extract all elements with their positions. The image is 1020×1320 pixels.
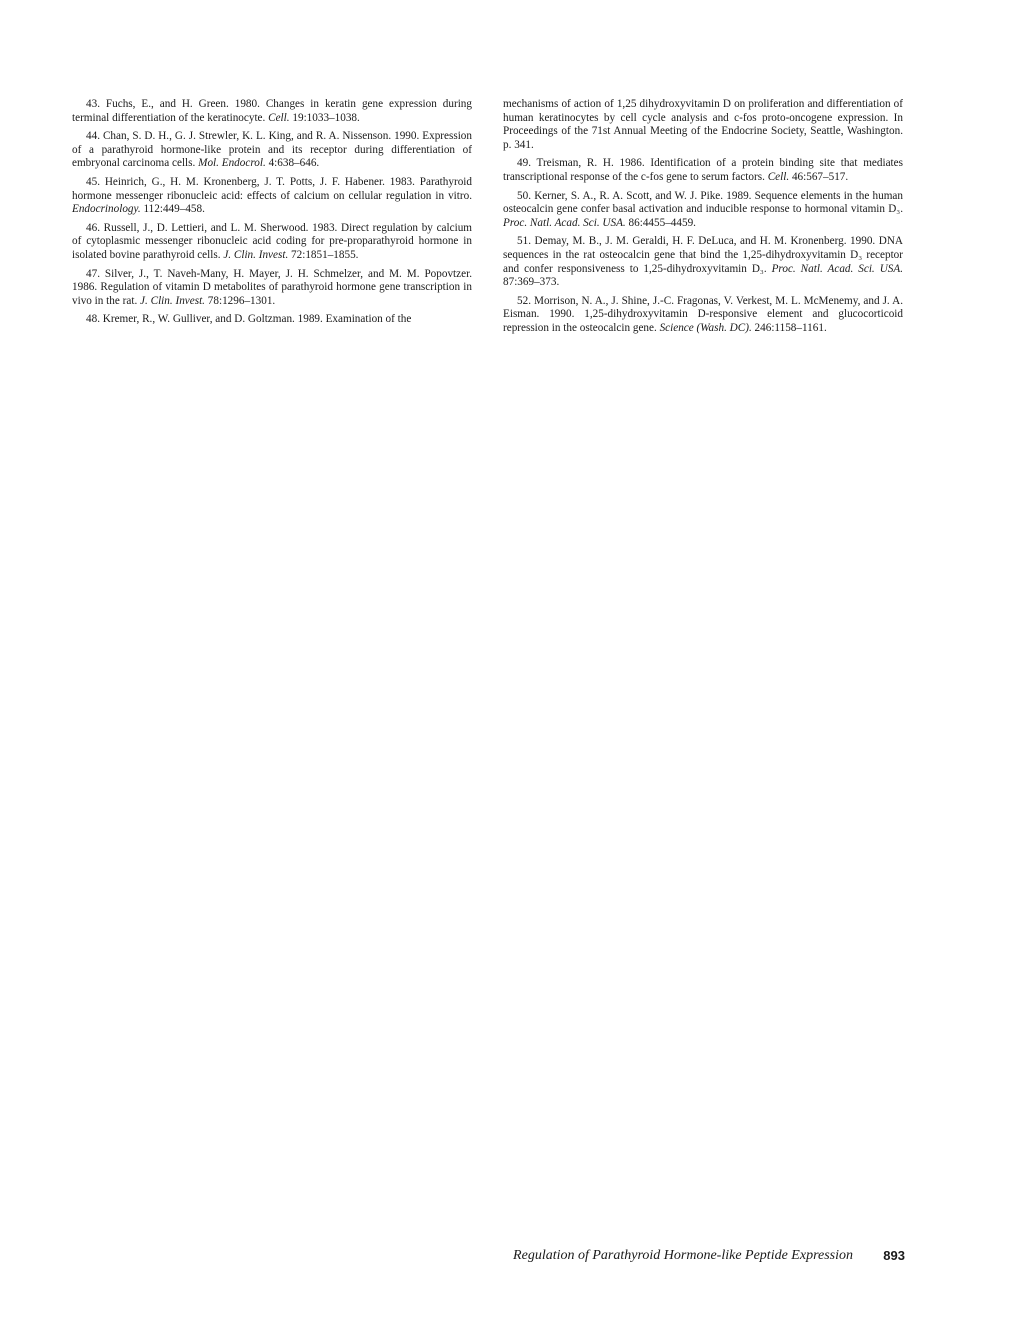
page-footer bbox=[490, 1248, 905, 1268]
reference-49: 49. Treisman, R. H. 1986. Identification of a protein binding site that mediates transcriptional response of the c-fos gene to serum factors. Cell. 46:567–517. bbox=[503, 157, 903, 183]
page-number: 893 bbox=[883, 1248, 905, 1263]
references-column-left bbox=[72, 98, 472, 332]
reference-48: 48. Kremer, R., W. Gulliver, and D. Goltzman. 1989. Examination of the bbox=[86, 313, 412, 326]
reference-47: 47. Silver, J., T. Naveh-Many, H. Mayer, J. H. Schmelzer, and M. M. Popovtzer. 1986. Regulation of vitamin D metabolites of parathyroid hormone gene transcription in vivo in the rat. J. Clin. Invest. 78:1296–1301. bbox=[72, 267, 472, 307]
reference-50: 50. Kerner, S. A., R. A. Scott, and W. J. Pike. 1989. Sequence elements in the human osteocalcin gene confer basal activation and inducible response to hormonal vitamin D₃. Proc. Natl. Acad. Sci. USA. 86:4455–4459. bbox=[503, 189, 903, 229]
running-title: Regulation of Parathyroid Hormone-like Peptide Expression bbox=[513, 1248, 853, 1263]
reference-45: 45. Heinrich, G., H. M. Kronenberg, J. T. Potts, J. F. Habener. 1983. Parathyroid hormone messenger ribonucleic acid: effects of calcium on cellular regulation in vitro. Endocrinology. 112:449–458. bbox=[72, 175, 472, 216]
reference-46: 46. Russell, J., D. Lettieri, and L. M. Sherwood. 1983. Direct regulation by calcium of cytoplasmic messenger ribonucleic acid coding for pre-proparathyroid hormone in isolated bovine parathyroid cells. J. Clin. Invest. 72:1851–1855. bbox=[72, 221, 472, 261]
reference-44: 44. Chan, S. D. H., G. J. Strewler, K. L. King, and R. A. Nissenson. 1990. Expression of a parathyroid hormone-like protein and its receptor during differentiation of embryonal carcinoma cells. Mol. Endocrol. 4:638–646. bbox=[72, 130, 472, 170]
references-column-right bbox=[503, 98, 903, 341]
reference-43: 43. Fuchs, E., and H. Green. 1980. Changes in keratin gene expression during terminal differentiation of the keratinocyte. Cell. 19:1033–1038. bbox=[72, 98, 472, 124]
reference-48-continued: mechanisms of action of 1,25 dihydroxyvitamin D on proliferation and differentiation of human keratinocytes by cell cycle analysis and c-fos proto-oncogene expression. In Proceedings of the 71st Annual Meeting of the Endocrine Society, Seattle, Washington. p. 341. bbox=[503, 98, 903, 151]
reference-52: 52. Morrison, N. A., J. Shine, J.-C. Fragonas, V. Verkest, M. L. McMenemy, and J. A. Eisman. 1990. 1,25-dihydroxyvitamin D-responsive element and glucocorticoid repression in the osteocalcin gene. Science (Wash. DC). 246:1158–1161. bbox=[503, 294, 903, 334]
reference-51: 51. Demay, M. B., J. M. Geraldi, H. F. DeLuca, and H. M. Kronenberg. 1990. DNA sequences in the rat osteocalcin gene that bind the 1,25-dihydroxyvitamin D₃ receptor and confer responsiveness to 1,25-dihydroxyvitamin D₃. Proc. Natl. Acad. Sci. USA. 87:369–373. bbox=[503, 235, 904, 289]
